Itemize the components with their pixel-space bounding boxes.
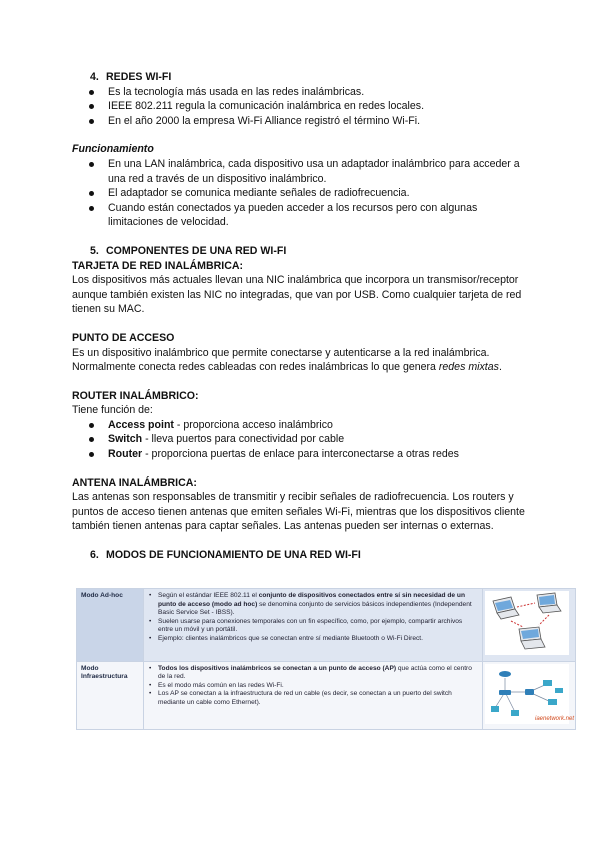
list-item: • Los AP se conectan a la infraestructura de red un cable (es decir, se conectan a un puerto del switch mediante un cable como Ethernet). bbox=[148, 690, 478, 707]
text-run: Según el estándar IEEE 802.11 el bbox=[158, 592, 259, 599]
mode-description bbox=[144, 661, 483, 730]
list-item: • Ejemplo: clientes inalámbricos que se conectan entre sí mediante Bluetooth o Wi-Fi Direct. bbox=[148, 635, 478, 644]
table-row bbox=[77, 661, 576, 730]
term-description: - proporciona acceso inalámbrico bbox=[173, 418, 333, 431]
laptops-icon bbox=[485, 591, 569, 655]
section-6-heading bbox=[72, 548, 532, 563]
router-intro: Tiene función de: bbox=[72, 404, 153, 417]
text-run: se denomina conjunto de servicios básicos independientes (Independent Basic Service Set - IBSS). bbox=[158, 600, 472, 617]
modes-table bbox=[76, 588, 576, 730]
antenna-heading: ANTENA INALÁMBRICA: bbox=[72, 476, 197, 489]
term: Switch bbox=[108, 433, 143, 446]
list-item: El adaptador se comunica mediante señales de radiofrecuencia. bbox=[72, 186, 532, 201]
list-item: Es la tecnología más usada en las redes inalámbricas. bbox=[72, 85, 532, 100]
mode-description bbox=[144, 589, 483, 662]
nic-heading: TARJETA DE RED INALÁMBRICA: bbox=[72, 259, 244, 272]
section-title: MODOS DE FUNCIONAMIENTO DE UNA RED WI-FI bbox=[106, 549, 361, 562]
list-item bbox=[72, 432, 532, 447]
funcionamiento-heading: Funcionamiento bbox=[72, 143, 154, 156]
term-description: - proporciona puertas de enlace para interconectarse a otras redes bbox=[142, 448, 459, 461]
list-item bbox=[148, 592, 478, 618]
nic-paragraph: Los dispositivos más actuales llevan una NIC inalámbrica que incorpora un transmisor/receptor aunque también existen las NIC no integradas, que van por USB. Como cualquier tarjeta de red tienen su MAC. bbox=[72, 274, 522, 316]
antenna-paragraph: Las antenas son responsables de transmitir y recibir señales de radiofrecuencia. Los routers y puntos de acceso tienen antenas que emiten señales Wi-Fi, mientras que los dispositivos cliente también tienen antenas para captar señales. Las antenas pueden ser internas o externas. bbox=[72, 491, 525, 533]
section-5-heading bbox=[72, 244, 532, 259]
list-item bbox=[72, 418, 532, 433]
text-run: Todos los dispositivos inalámbricos se conectan a un punto de acceso (AP) bbox=[158, 664, 397, 672]
section-4-bullets bbox=[72, 85, 532, 129]
document-page bbox=[72, 70, 532, 563]
router-functions bbox=[72, 418, 532, 462]
list-item: • Es el modo más común en las redes Wi-Fi. bbox=[148, 682, 478, 691]
text-run: que actúa como el centro de la red. bbox=[158, 664, 472, 681]
emphasis: redes mixtas bbox=[438, 361, 499, 374]
text-run: conjunto de dispositivos conectados entre sí sin necesidad de un punto de acceso (modo ad hoc) bbox=[158, 592, 465, 608]
list-item: Cuando están conectados ya pueden acceder a los recursos pero con algunas limitaciones de velocidad. bbox=[72, 201, 532, 230]
adhoc-illustration bbox=[483, 589, 576, 662]
list-item: En el año 2000 la empresa Wi-Fi Alliance registró el término Wi-Fi. bbox=[72, 114, 532, 129]
router-heading: ROUTER INALÁMBRICO: bbox=[72, 389, 199, 402]
svg-text:iaenetwork.net: iaenetwork.net bbox=[535, 715, 575, 722]
section-number: 4. bbox=[90, 71, 99, 83]
section-4-heading bbox=[72, 70, 532, 85]
section-title: COMPONENTES DE UNA RED WI-FI bbox=[106, 244, 287, 257]
mode-label: Modo Ad-hoc bbox=[77, 589, 144, 662]
access-point-paragraph bbox=[72, 346, 532, 375]
text-run: Es un dispositivo inalámbrico que permite conectarse y autenticarse a la red inalámbrica. Normalmente conecta redes cableadas con redes inalámbricas lo que genera bbox=[72, 346, 490, 374]
text-run: . bbox=[498, 361, 502, 374]
term: Access point bbox=[108, 418, 174, 431]
list-item: IEEE 802.211 regula la comunicación inalámbrica en redes locales. bbox=[72, 99, 532, 114]
list-item bbox=[72, 447, 532, 462]
list-item: • Suelen usarse para conexiones temporales con un fin específico, como, por ejemplo, compartir archivos entre un móvil y un portátil. bbox=[148, 618, 478, 635]
term-description: - lleva puertos para conectividad por cable bbox=[142, 433, 345, 446]
infrastructure-illustration bbox=[483, 661, 576, 730]
section-title: REDES WI-FI bbox=[106, 71, 172, 83]
access-point-heading: PUNTO DE ACCESO bbox=[72, 331, 175, 344]
mode-label: Modo Infraestructura bbox=[77, 661, 144, 730]
section-number: 5. bbox=[90, 244, 99, 257]
list-item bbox=[148, 665, 478, 682]
network-topology-icon bbox=[485, 664, 575, 724]
funcionamiento-bullets bbox=[72, 157, 532, 230]
table-row bbox=[77, 589, 576, 662]
list-item: En una LAN inalámbrica, cada dispositivo usa un adaptador inalámbrico para acceder a una red a través de un dispositivo inalámbrico. bbox=[72, 157, 532, 186]
section-number: 6. bbox=[90, 549, 99, 562]
term: Router bbox=[108, 448, 143, 461]
